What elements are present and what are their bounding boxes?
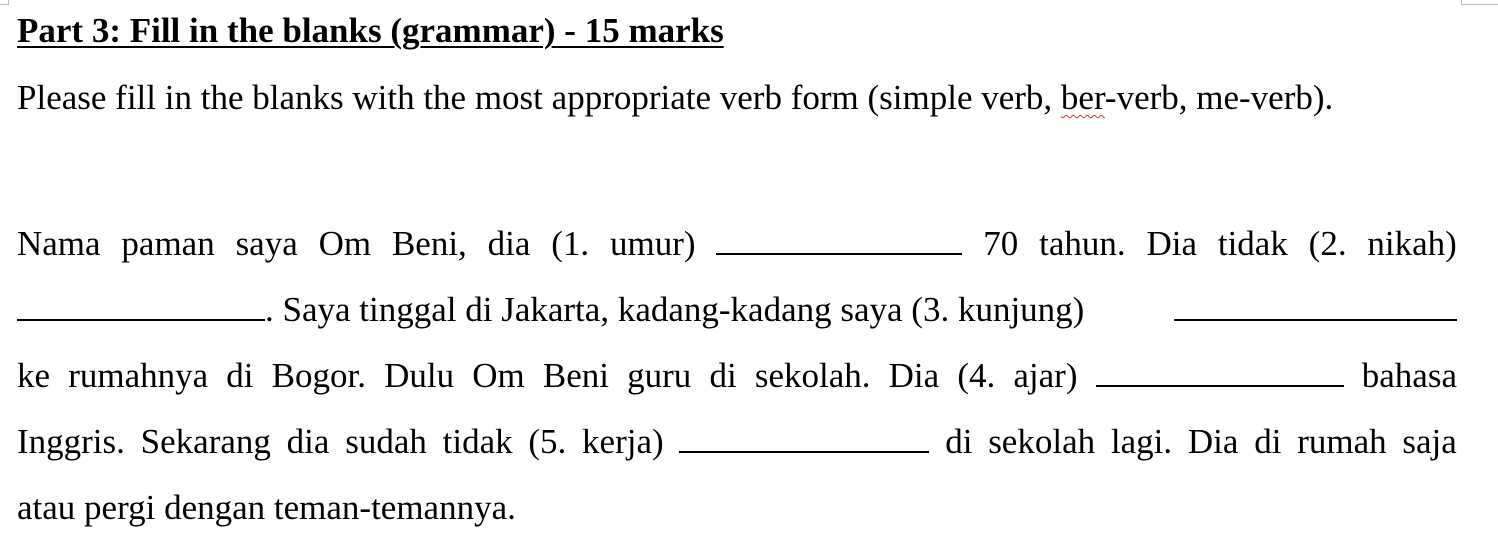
word: sekolah <box>988 422 1096 461</box>
word: Beni <box>542 356 610 395</box>
word: dia <box>487 224 531 263</box>
word: Dia <box>1146 224 1197 263</box>
word: Bogor. <box>271 356 366 395</box>
line-text: . Saya tinggal di Jakarta, kadang-kadang saya (3. kunjung) <box>265 290 1085 329</box>
passage-line-3 <box>17 354 1457 398</box>
word: di <box>226 356 254 395</box>
word: tidak <box>1217 224 1288 263</box>
word: ke <box>17 356 51 395</box>
word: Dia <box>888 356 940 395</box>
word: sudah <box>345 422 427 461</box>
word: di <box>945 422 973 461</box>
word: rumahnya <box>68 356 209 395</box>
word: (1. <box>551 224 590 263</box>
section-heading: Part 3: Fill in the blanks (grammar) - 15 marks <box>17 11 724 50</box>
word: Om <box>472 356 525 395</box>
word: di <box>709 356 737 395</box>
word: Om <box>318 224 372 263</box>
word: 70 <box>983 224 1019 263</box>
page-corner-mark-right <box>1461 0 1498 5</box>
word: dia <box>286 422 330 461</box>
word: umur) <box>610 224 696 263</box>
word: tidak <box>442 422 513 461</box>
word: Beni, <box>391 224 467 263</box>
word: tahun. <box>1039 224 1126 263</box>
word: rumah <box>1297 422 1387 461</box>
word: bahasa <box>1361 356 1457 395</box>
blank-5[interactable] <box>679 451 929 453</box>
word: lagi. <box>1110 422 1173 461</box>
blank-1[interactable] <box>716 253 962 255</box>
word: Dulu <box>384 356 455 395</box>
word: Dia <box>1187 422 1239 461</box>
blank-3[interactable] <box>1174 319 1457 321</box>
word: saja <box>1402 422 1457 461</box>
page-corner-mark-left <box>0 0 9 5</box>
passage-line-4 <box>17 420 1457 464</box>
instruction-text <box>17 76 1333 120</box>
word: sekolah. <box>754 356 871 395</box>
word: paman <box>121 224 215 263</box>
blank-4[interactable] <box>1096 385 1344 387</box>
instruction-after: -verb, me-verb). <box>1104 78 1334 117</box>
word: Nama <box>17 224 101 263</box>
word: kerja) <box>582 422 664 461</box>
passage-line-5 <box>17 486 1457 530</box>
spellcheck-flagged-word[interactable]: ber <box>1060 78 1105 117</box>
word: (4. <box>957 356 996 395</box>
word: ajar) <box>1013 356 1078 395</box>
word: di <box>1254 422 1282 461</box>
passage-line-2 <box>17 288 1457 332</box>
word: Sekarang <box>140 422 271 461</box>
blank-2[interactable] <box>17 319 265 321</box>
word: (5. <box>528 422 567 461</box>
word: (2. <box>1308 224 1347 263</box>
word: nikah) <box>1367 224 1457 263</box>
word: Inggris. <box>17 422 125 461</box>
word: guru <box>627 356 692 395</box>
line-text: atau pergi dengan teman-temannya. <box>17 488 516 527</box>
instruction-before: Please fill in the blanks with the most appropriate verb form (simple verb, <box>17 78 1061 117</box>
word: saya <box>235 224 298 263</box>
passage-line-1 <box>17 222 1457 266</box>
